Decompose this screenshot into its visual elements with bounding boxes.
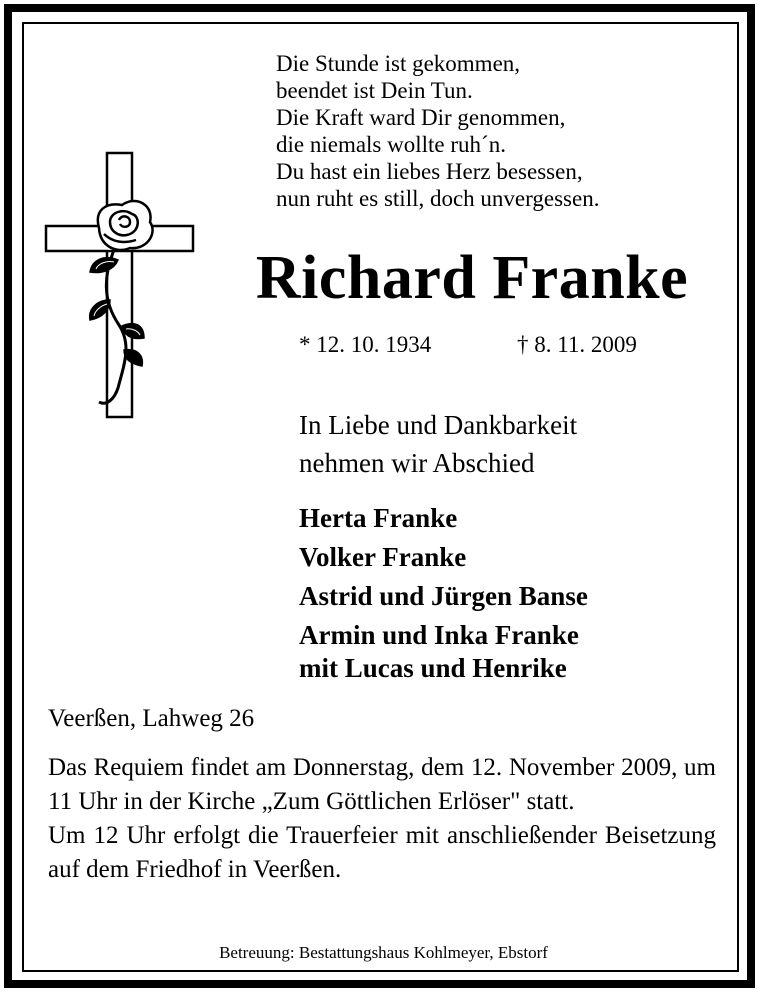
farewell-line: In Liebe und Dankbarkeit <box>299 410 578 440</box>
poem-line: Die Kraft ward Dir genommen, <box>276 105 566 130</box>
birth-date: * 12. 10. 1934 <box>299 332 432 357</box>
death-date: † 8. 11. 2009 <box>517 332 637 357</box>
mourner-name: Volker Franke <box>299 542 467 572</box>
poem-line: beendet ist Dein Tun. <box>276 78 473 103</box>
mourner-name: Armin und Inka Franke <box>299 620 579 650</box>
family-address: Veerßen, Lahweg 26 <box>48 705 255 732</box>
poem-line: Die Stunde ist gekommen, <box>276 51 521 76</box>
service-info <box>48 751 716 887</box>
funeral-text: Um 12 Uhr erfolgt die Trauerfeier mit anschließender Beisetzung auf dem Friedhof in Veerßen. <box>48 822 716 883</box>
mourner-name: Herta Franke <box>299 503 458 533</box>
poem-line: die niemals wollte ruh´n. <box>276 132 506 157</box>
mourners-list <box>299 499 588 688</box>
poem-line: Du hast ein liebes Herz besessen, <box>276 159 583 184</box>
life-dates <box>299 330 637 360</box>
farewell-line: nehmen wir Abschied <box>299 448 535 478</box>
mourner-name: mit Lucas und Henrike <box>299 653 567 683</box>
poem-line: nun ruht es still, doch unvergessen. <box>276 186 600 211</box>
requiem-text: Das Requiem findet am Donnerstag, dem 12. November 2009, um 11 Uhr in der Kirche „Zum Göttlichen Erlöser" statt. <box>48 754 716 815</box>
poem <box>276 50 599 212</box>
farewell-text <box>299 406 577 482</box>
mourner-name: Astrid und Jürgen Banse <box>299 581 588 611</box>
funeral-home-credit: Betreuung: Bestattungshaus Kohlmeyer, Ebstorf <box>219 943 548 962</box>
deceased-name: Richard Franke <box>255 244 689 312</box>
